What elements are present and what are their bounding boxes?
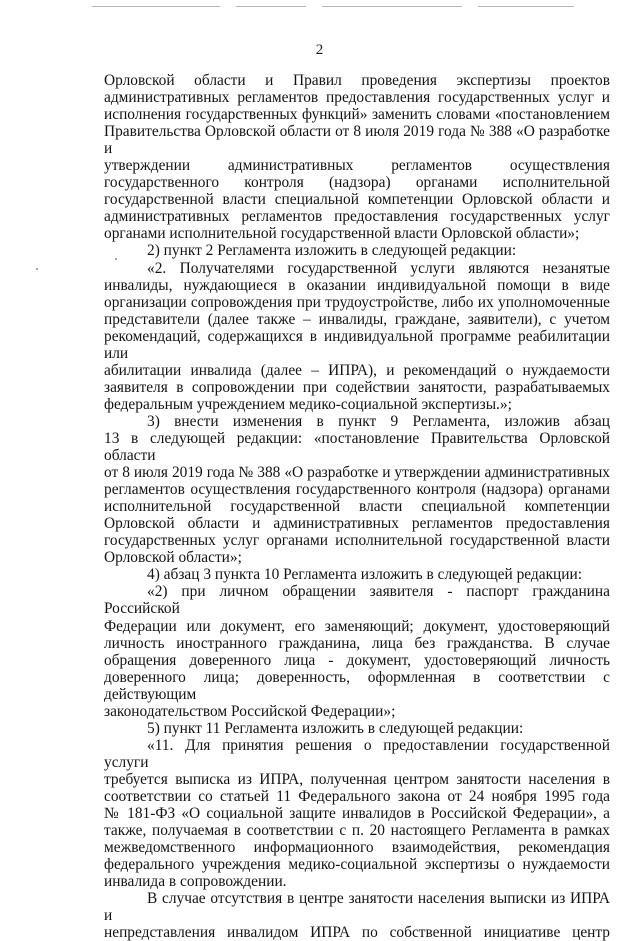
text-line: административных регламентов предоставления государственных услуг и bbox=[104, 89, 610, 107]
text-line: абилитации инвалида (далее – ИПРА), и рекомендаций о нуждаемости bbox=[104, 361, 610, 379]
text-line: рекомендаций, содержащихся в индивидуальной программе реабилитации или bbox=[104, 327, 610, 362]
text-line: органами исполнительной государственной власти Орловской области»; bbox=[104, 225, 580, 243]
text-line: представители (далее также – инвалиды, граждане, заявители), с учетом bbox=[104, 310, 610, 328]
text-line: федеральным учреждением медико-социальной экспертизы.»; bbox=[104, 395, 512, 413]
text-line: утверждении административных регламентов осуществления bbox=[104, 157, 610, 175]
text-line: межведомственного информационного взаимодействия, рекомендация bbox=[104, 839, 610, 857]
text-line: инвалиды, нуждающиеся в оказании индивидуальной помощи в виде bbox=[104, 276, 610, 294]
document-body bbox=[104, 72, 610, 941]
text-line: соответствии со статьей 11 Федерального закона от 24 ноября 1995 года bbox=[104, 787, 610, 805]
text-line: инвалида в сопровождении. bbox=[104, 873, 287, 891]
text-line: «2) при личном обращении заявителя - паспорт гражданина Российской bbox=[104, 583, 610, 618]
scan-speck bbox=[36, 268, 38, 270]
text-line: № 181-ФЗ «О социальной защите инвалидов в Российской Федерации», а bbox=[104, 805, 610, 823]
text-line: федерального учреждения медико-социальной экспертизы о нуждаемости bbox=[104, 856, 610, 874]
scan-artifact-line bbox=[478, 6, 574, 7]
text-line: от 8 июля 2019 года № 388 «О разработке и утверждении административных bbox=[104, 464, 610, 482]
text-line: 13 в следующей редакции: «постановление Правительства Орловской области bbox=[104, 429, 610, 465]
text-line: обращения доверенного лица - документ, удостоверяющий личность bbox=[104, 651, 610, 669]
text-line: требуется выписка из ИПРА, полученная центром занятости населения в bbox=[104, 770, 610, 788]
text-line: Орловской области»; bbox=[104, 549, 242, 567]
text-line: Орловской области и Правил проведения экспертизы проектов bbox=[104, 72, 610, 89]
text-line: 3) внести изменения в пункт 9 Регламента, изложив абзац bbox=[147, 412, 610, 430]
text-line: исполнения государственных функций» заменить словами «постановлением bbox=[104, 106, 610, 124]
text-line: Федерации или документ, его заменяющий; документ, удостоверяющий bbox=[104, 617, 610, 635]
text-line: Орловской области и административных регламентов предоставления bbox=[104, 515, 610, 533]
text-line: заявителя в сопровождении при содействии занятости, разрабатываемых bbox=[104, 378, 610, 396]
scan-artifact-line bbox=[92, 6, 220, 7]
text-line: законодательством Российской Федерации»; bbox=[104, 702, 396, 720]
text-line: 2) пункт 2 Регламента изложить в следующей редакции: bbox=[147, 242, 517, 260]
text-line: государственной власти специальной компетенции Орловской области и bbox=[104, 191, 610, 209]
text-line: организации сопровождения при трудоустройстве, либо их уполномоченные bbox=[104, 293, 610, 311]
scan-artifact-line bbox=[236, 6, 306, 7]
text-line: 5) пункт 11 Регламента изложить в следующей редакции: bbox=[147, 719, 524, 737]
text-line: регламентов осуществления государственного контроля (надзора) органами bbox=[104, 481, 610, 499]
page-number: 2 bbox=[315, 42, 324, 58]
text-line: исполнительной государственной власти специальной компетенции bbox=[104, 498, 610, 516]
text-line: непредставления инвалидом ИПРА по собственной инициативе центр bbox=[104, 924, 610, 941]
text-line: «11. Для принятия решения о предоставлении государственной услуги bbox=[104, 736, 610, 771]
text-line: 4) абзац 3 пункта 10 Регламента изложить в следующей редакции: bbox=[147, 566, 583, 584]
text-line: также, получаемая в соответствии с п. 20 настоящего Регламента в рамках bbox=[104, 822, 610, 840]
text-line: Правительства Орловской области от 8 июля 2019 года № 388 «О разработке и bbox=[104, 123, 610, 158]
text-line: «2. Получателями государственной услуги являются незанятые bbox=[147, 259, 610, 277]
text-line: административных регламентов предоставления государственных услуг bbox=[104, 208, 610, 226]
text-line: В случае отсутствия в центре занятости населения выписки из ИПРА и bbox=[104, 890, 610, 925]
text-line: доверенного лица; доверенность, оформленная в соответствии с действующим bbox=[104, 668, 610, 703]
text-line: государственного контроля (надзора) органами исполнительной bbox=[104, 174, 610, 192]
scan-artifact-line bbox=[322, 6, 462, 7]
text-line: государственных услуг органами исполнительной государственной власти bbox=[104, 532, 610, 550]
text-line: личность иностранного гражданина, лица без гражданства. В случае bbox=[104, 634, 610, 652]
